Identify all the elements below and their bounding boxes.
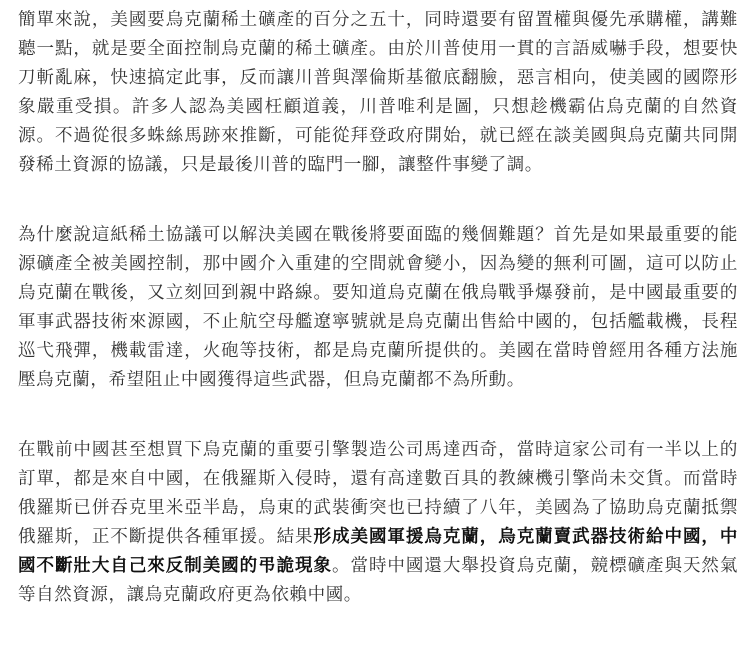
paragraph-3-bold-highlight: 形成美國軍援烏克蘭，烏克蘭賣武器技術給中國，中國不斷壯大自己來反制美國的弔詭現象 — [18, 527, 738, 576]
paragraph-1 — [18, 6, 738, 180]
paragraph-1-text: 簡單來說，美國要烏克蘭稀土礦產的百分之五十，同時還要有留置權與優先承購權，講難聽一點，就是要全面控制烏克蘭的稀土礦產。由於川普使用一貫的言語威嚇手段，想要快刀斬亂麻，快速搞定此事，反而讓川普與澤倫斯基徹底翻臉，惡言相向，使美國的國際形象嚴重受損。許多人認為美國枉顧道義，川普唯利是圖，只想趁機霸佔烏克蘭的自然資源。不過從很多蛛絲馬跡來推斷，可能從拜登政府開始，就已經在談美國與烏克蘭共同開發稀土資源的協議，只是最後川普的臨門一腳，讓整件事變了調。 — [18, 10, 738, 175]
paragraph-2 — [18, 221, 738, 395]
paragraph-2-text: 為什麼說這紙稀土協議可以解決美國在戰後將要面臨的幾個難題？首先是如果最重要的能源礦產全被美國控制，那中國介入重建的空間就會變小，因為變的無利可圖，這可以防止烏克蘭在戰後，又立刻回到親中路線。要知道烏克蘭在俄烏戰爭爆發前，是中國最重要的軍事武器技術來源國，不止航空母艦遼寧號就是烏克蘭出售給中國的，包括艦載機，長程巡弋飛彈，機載雷達，火砲等技術，都是烏克蘭所提供的。美國在當時曾經用各種方法施壓烏克蘭，希望阻止中國獲得這些武器，但烏克蘭都不為所動。 — [18, 225, 738, 390]
article-body — [18, 6, 738, 610]
paragraph-3 — [18, 436, 738, 610]
paragraph-3-text-before: 在戰前中國甚至想買下烏克蘭的重要引擎製造公司馬達西奇，當時這家公司有一半以上的訂單，都是來自中國，在俄羅斯入侵時，還有高達數百具的教練機引擎尚未交貨。而當時俄羅斯已併吞克里米亞半島，烏東的武裝衝突也已持續了八年，美國為了協助烏克蘭抵禦俄羅斯，正不斷提供各種軍援。結果 — [18, 440, 738, 547]
paragraph-3-text-after: 。當時中國還大舉投資烏克蘭，競標礦產與天然氣等自然資源，讓烏克蘭政府更為依賴中國。 — [18, 556, 739, 605]
